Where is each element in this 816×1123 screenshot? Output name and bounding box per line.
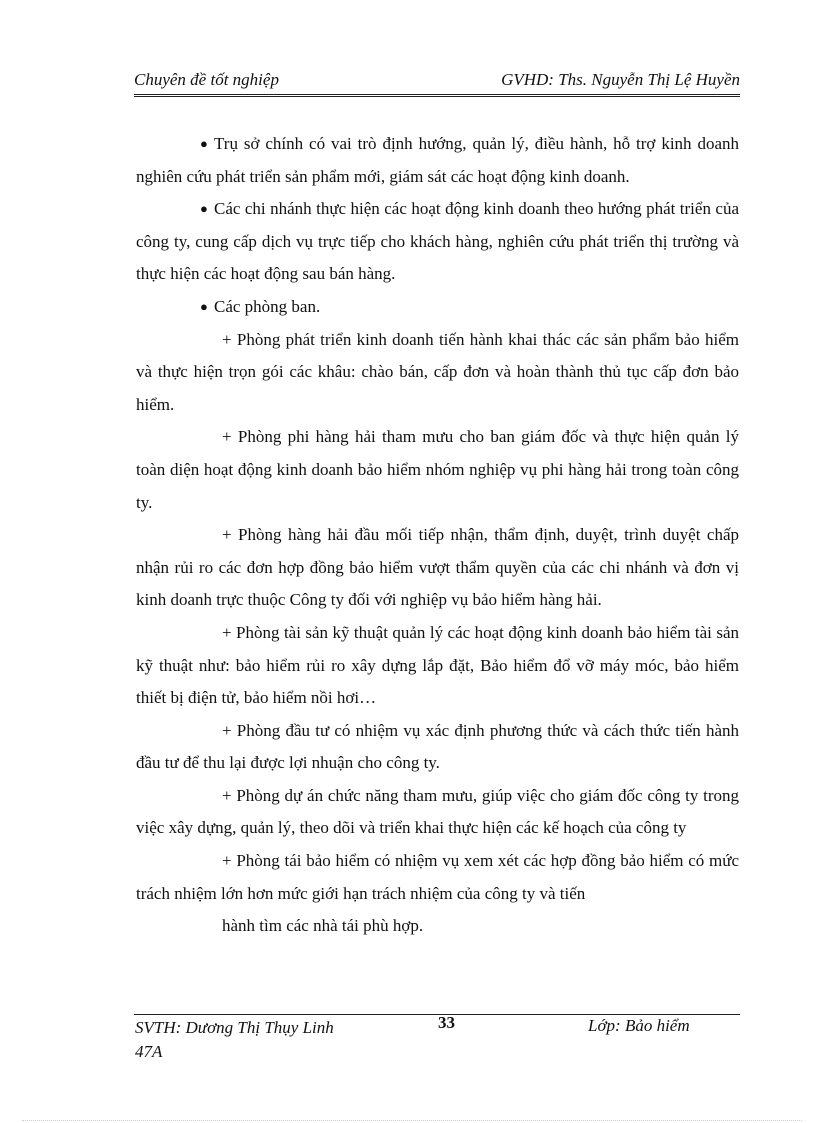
paragraph-head-office (136, 128, 739, 193)
paragraph-text: Trụ sở chính có vai trò định hướng, quản lý, điều hành, hỗ trợ kinh doanh nghiên cứu phát triển sản phẩm mới, giám sát các hoạt động kinh doanh. (136, 134, 739, 186)
bullet-icon: ● (200, 136, 208, 151)
paragraph-non-marine: + Phòng phi hàng hải tham mưu cho ban giám đốc và thực hiện quản lý toàn diện hoạt động kinh doanh bảo hiểm nhóm nghiệp vụ phi hàng hải trong toàn công ty. (136, 427, 739, 512)
footer-student (135, 1016, 334, 1064)
document-body (136, 128, 739, 943)
paragraph-marine: + Phòng hàng hải đầu mối tiếp nhận, thẩm định, duyệt, trình duyệt chấp nhận rủi ro các đơn hợp đồng bảo hiểm vượt thẩm quyền của các chi nhánh và đơn vị kinh doanh trực thuộc Công ty đối với nghiệp vụ bảo hiểm hàng hải. (136, 525, 739, 610)
paragraph-projects: + Phòng dự án chức năng tham mưu, giúp việc cho giám đốc công ty trong việc xây dựng, quản lý, theo dõi và triển khai thực hiện các kế hoạch của công ty (136, 785, 739, 838)
footer-divider (134, 1014, 740, 1015)
paragraph-text: Các chi nhánh thực hiện các hoạt động kinh doanh theo hướng phát triển của công ty, cung cấp dịch vụ trực tiếp cho khách hàng, nghiên cứu phát triển thị trường và thực hiện các hoạt động sau bán hàng. (136, 199, 739, 284)
paragraph-technical-property: + Phòng tài sản kỹ thuật quản lý các hoạt động kinh doanh bảo hiểm tài sản kỹ thuật như: bảo hiểm rủi ro xây dựng lắp đặt, Bảo hiểm đổ vỡ máy móc, bảo hiểm thiết bị điện tử, bảo hiểm nồi hơi… (136, 622, 739, 708)
header-document-title: Chuyên đề tốt nghiệp (134, 70, 279, 89)
paragraph-investment: + Phòng đầu tư có nhiệm vụ xác định phương thức và cách thức tiến hành đầu tư để thu lại được lợi nhuận cho công ty. (136, 720, 739, 773)
paragraph-branches (136, 193, 739, 291)
paragraph-reinsurance-continued: hành tìm các nhà tái phù hợp. (222, 916, 424, 936)
page-header (134, 68, 740, 97)
page-number: 33 (438, 1013, 455, 1032)
page-bottom-edge (22, 1120, 802, 1121)
paragraph-reinsurance: + Phòng tái bảo hiểm có nhiệm vụ xem xét các hợp đồng bảo hiểm có mức trách nhiệm lớn hơn mức giới hạn trách nhiệm của công ty và tiến (136, 851, 739, 903)
bullet-icon: ● (200, 201, 208, 217)
paragraph-departments (136, 291, 739, 324)
paragraph-business-development: + Phòng phát triển kinh doanh tiến hành khai thác các sản phẩm bảo hiểm và thực hiện trọn gói các khâu: chào bán, cấp đơn và hoàn thành thủ tục cấp đơn bảo hiểm. (136, 329, 739, 414)
footer-class: Lớp: Bảo hiểm (588, 1016, 690, 1035)
footer-student-class: 47A (135, 1042, 163, 1061)
footer-student-name: SVTH: Dương Thị Thụy Linh (135, 1018, 334, 1037)
header-supervisor: GVHD: Ths. Nguyễn Thị Lệ Huyền (501, 70, 740, 89)
paragraph-text: Các phòng ban. (214, 296, 321, 316)
bullet-icon: ● (200, 298, 208, 314)
